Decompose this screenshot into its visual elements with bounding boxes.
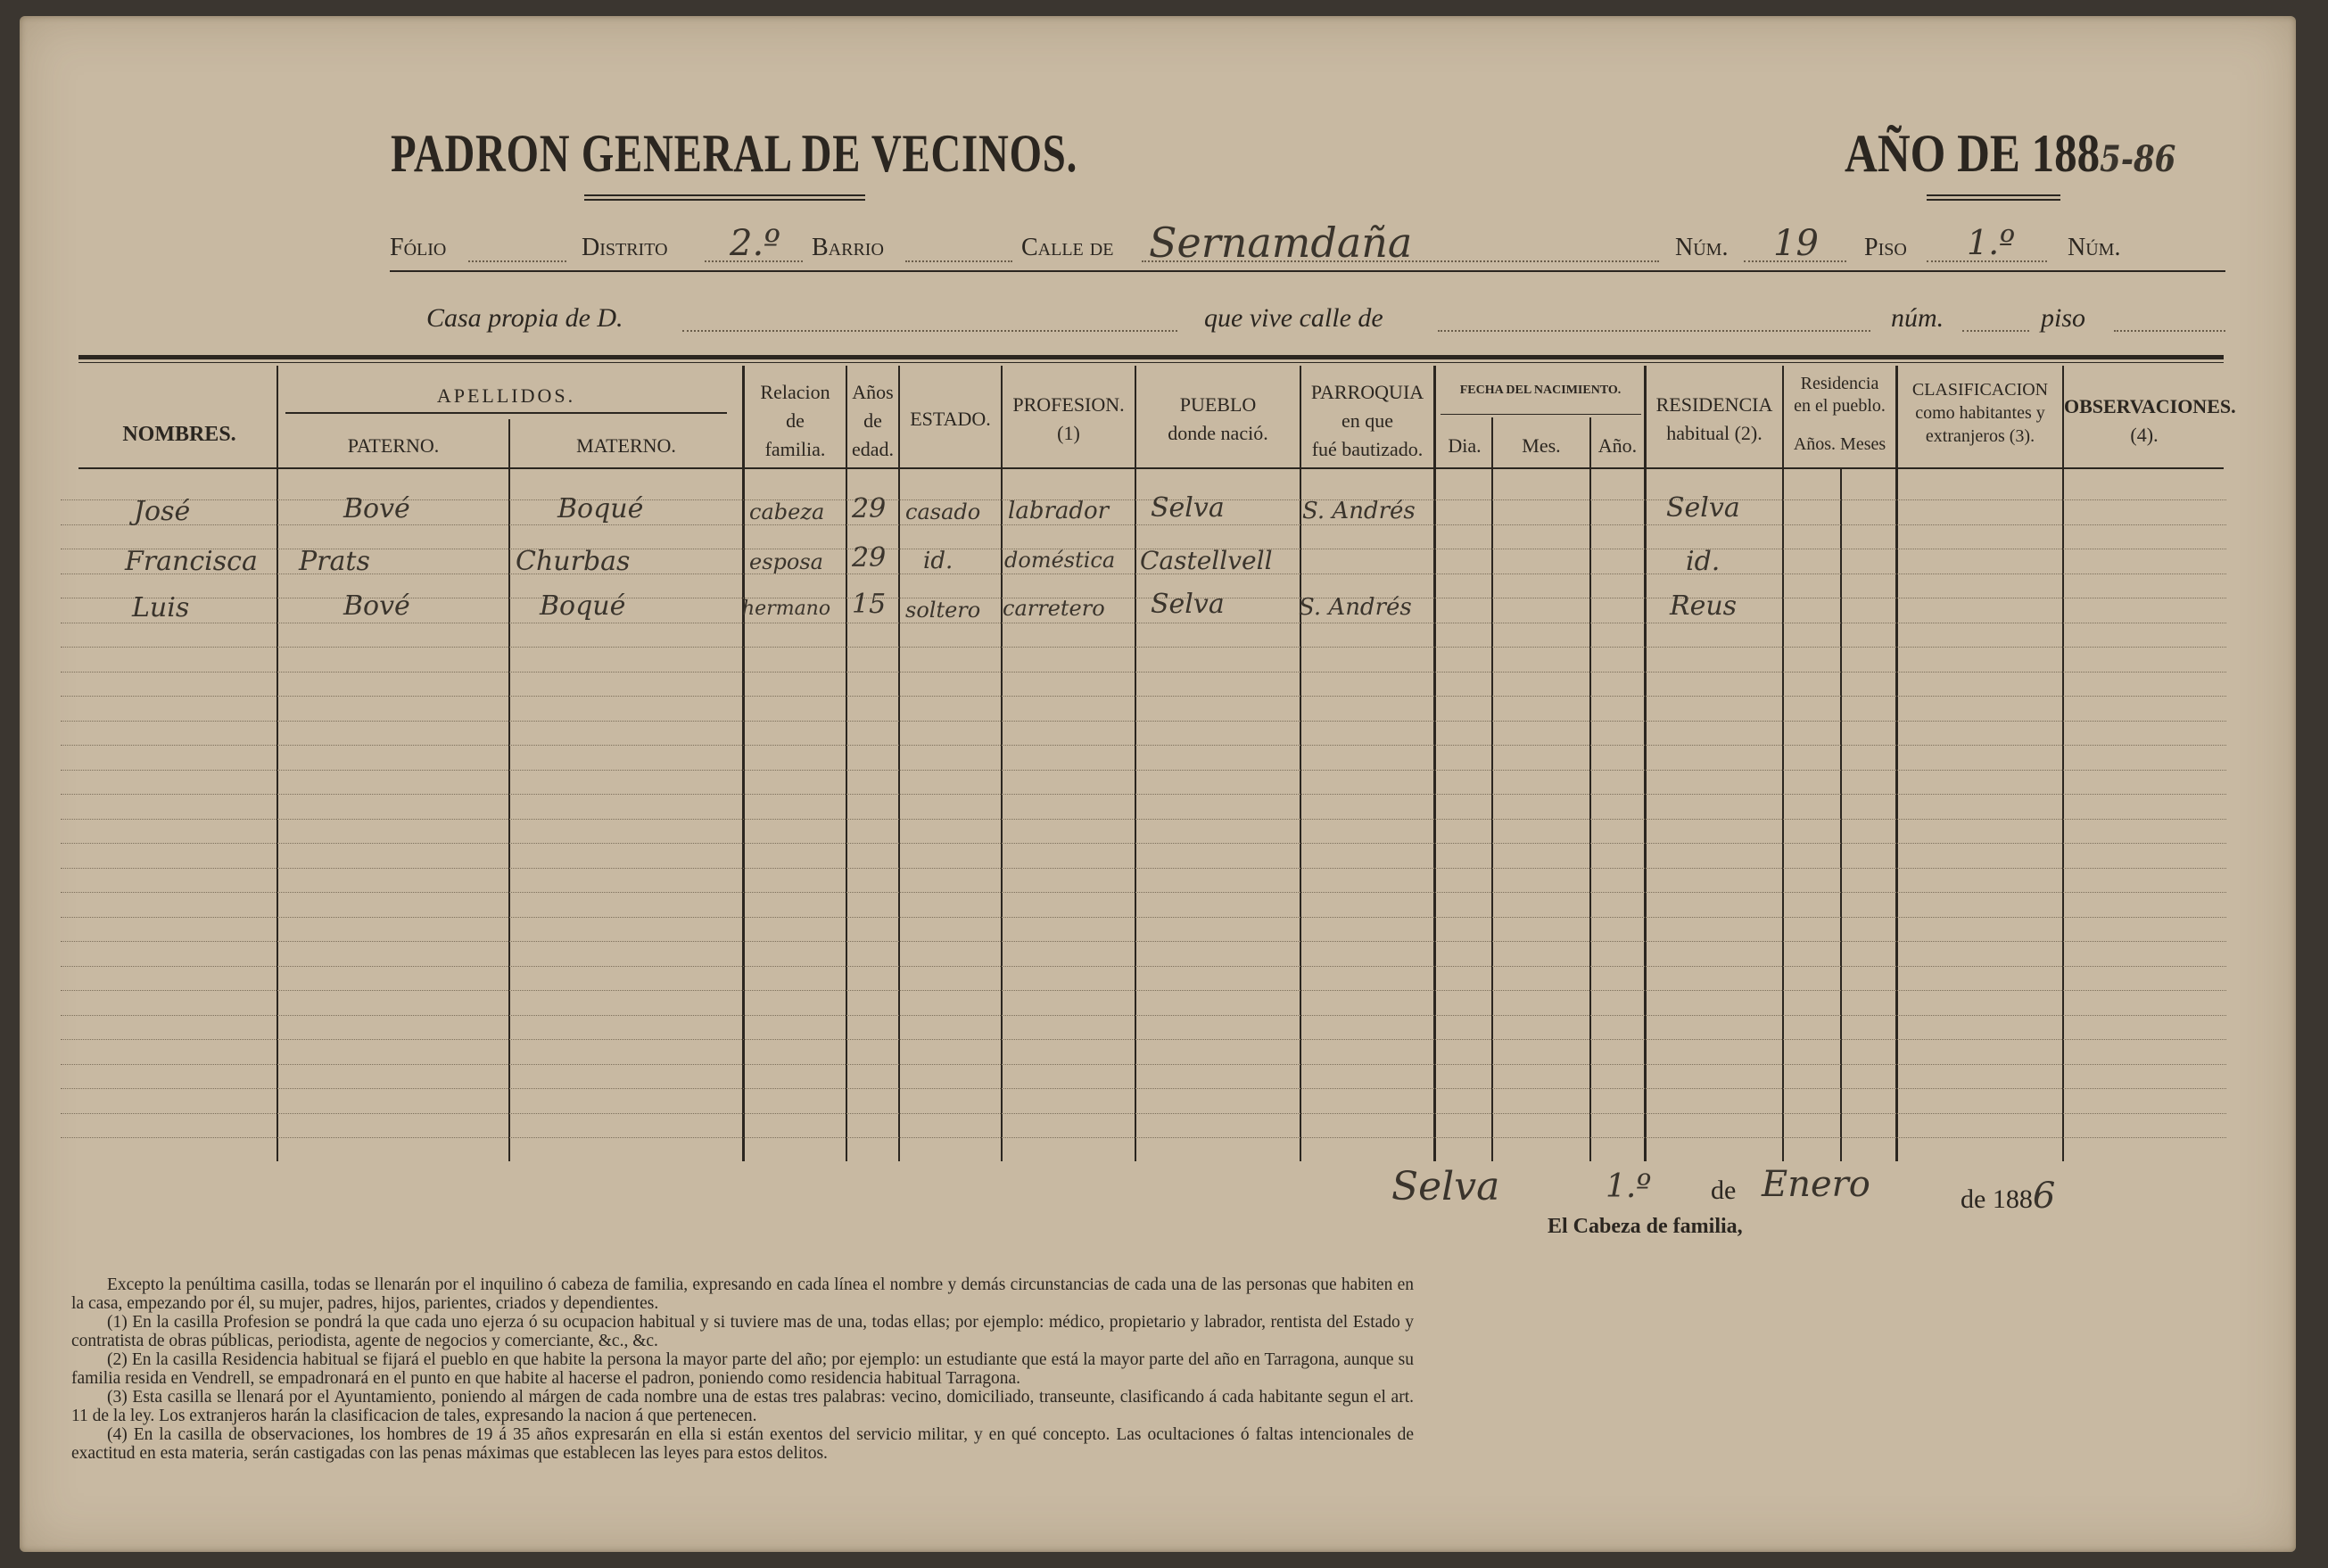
casa-label: Casa propia de D. (426, 303, 623, 333)
row3-profesion: carretero (1003, 596, 1105, 621)
col-anos-meses: Años. Meses (1793, 434, 1886, 454)
col-divider (846, 366, 847, 1161)
col-observaciones: OBSERVACIONES. (4). (2064, 395, 2236, 446)
row-rule (61, 1015, 2226, 1016)
col-fecha: FECHA DEL NACIMIENTO. (1459, 384, 1622, 397)
note-2: (2) En la casilla Residencia habitual se fijará el pueblo en que habite la persona la mayor parte del año; por ejemplo: un estudiante que está la mayor parte del año en Tarragona, aunque su familia resida en Vendrell, se empadronará en el punto en que habite al hacerse el padron, poniendo como residencia habitual Tarragona. (71, 1350, 1414, 1389)
row-rule (61, 868, 2226, 869)
row-rule (61, 1039, 2226, 1040)
table-header-bottom (78, 467, 2224, 469)
num-label: Núm. (1675, 234, 1729, 261)
col-materno: MATERNO. (576, 434, 676, 457)
calle-field (1142, 260, 1659, 262)
row1-pueblo: Selva (1151, 492, 1225, 524)
col-divider (1135, 366, 1136, 1161)
row3-nombre: Luis (132, 592, 190, 623)
cabeza-label: El Cabeza de familia, (1548, 1215, 1743, 1238)
row-rule (61, 745, 2226, 746)
table-top-rule-thin (78, 362, 2224, 363)
col-divider (1782, 366, 1784, 1161)
col-divider (2062, 366, 2064, 1161)
col-divider (1589, 417, 1591, 1161)
row3-paterno: Bové (343, 590, 410, 622)
row3-residencia: Reus (1670, 590, 1738, 622)
col-apellidos: APELLIDOS. (436, 384, 576, 407)
col-profesion: PROFESION. (1) (1012, 393, 1125, 444)
row3-relacion: hermano (742, 598, 831, 620)
row-rule (61, 1137, 2226, 1138)
col-mes: Mes. (1522, 434, 1561, 457)
col-divider (277, 366, 278, 1161)
row-rule (61, 524, 2226, 525)
row-rule (61, 1113, 2226, 1114)
calle-label: Calle de (1021, 234, 1114, 261)
col-dia: Dia. (1448, 434, 1482, 457)
distrito-value: 2.º (730, 223, 780, 264)
row1-residencia: Selva (1666, 492, 1740, 524)
piso-value: 1.º (1967, 223, 2016, 262)
num2-label: Núm. (2068, 234, 2121, 261)
row1-edad: 29 (852, 493, 887, 524)
row-rule (61, 770, 2226, 771)
row-rule (61, 721, 2226, 722)
footer-place: Selva (1391, 1164, 1500, 1209)
row1-nombre: José (134, 496, 191, 527)
distrito-field (705, 260, 803, 262)
col-parroquia: PARROQUIA en que fué bautizado. (1310, 381, 1424, 460)
row2-edad: 29 (852, 542, 887, 574)
row-rule (61, 794, 2226, 795)
row-rule (61, 941, 2226, 942)
row-rule (61, 966, 2226, 967)
col-ano: Año. (1597, 434, 1638, 457)
col-estado: ESTADO. (910, 408, 991, 430)
calle-value: Sernamdaña (1149, 219, 1413, 267)
num-field (1744, 260, 1846, 262)
col-divider (1300, 366, 1301, 1161)
col-divider (742, 366, 745, 1161)
piso2-label: piso (2041, 303, 2086, 333)
row-rule (61, 647, 2226, 648)
footer-de: de (1711, 1176, 1737, 1205)
folio-field (468, 260, 566, 262)
header-rule-1 (390, 270, 2225, 272)
col-divider (1433, 366, 1436, 1161)
casa-field (682, 330, 1177, 332)
col-divider (898, 366, 900, 1161)
row1-materno: Boqué (557, 493, 644, 524)
row2-pueblo: Castellvell (1140, 546, 1273, 575)
col-residencia: RESIDENCIA habitual (2). (1655, 393, 1773, 444)
table-top-rule (78, 355, 2224, 359)
row-rule (61, 672, 2226, 673)
year-label: AÑO DE 1885-86 (1845, 124, 2176, 183)
col-relacion: Relacion de familia. (760, 381, 830, 460)
col-divider (1895, 366, 1898, 1161)
distrito-label: Distrito (582, 234, 668, 261)
num3-field (1962, 330, 2029, 332)
row1-paterno: Bové (343, 493, 410, 524)
col-pueblo: PUEBLO donde nació. (1168, 393, 1268, 444)
row-rule (61, 819, 2226, 820)
row-rule (61, 1088, 2226, 1089)
fecha-rule (1441, 414, 1641, 415)
row2-profesion: doméstica (1004, 548, 1116, 573)
note-4: (4) En la casilla de observaciones, los hombres de 19 á 35 años expresarán en ella si están exentos del servicio militar, y en qué concepto. Las ocultaciones ó faltas intencionales de exactitud en esta materia, serán castigadas con las penas máximas que establecen las leyes para estos delitos. (71, 1425, 1414, 1464)
row3-estado: soltero (905, 598, 981, 623)
col-paterno: PATERNO. (347, 434, 440, 457)
row-rule (61, 892, 2226, 893)
year-rule (1927, 194, 2060, 201)
col-divider (508, 419, 510, 1161)
vive-label: que vive calle de (1204, 303, 1383, 333)
footer-month: Enero (1762, 1164, 1870, 1205)
row2-estado: id. (923, 548, 953, 574)
row-rule (61, 990, 2226, 991)
row3-parroquia: S. Andrés (1299, 594, 1412, 621)
vive-field (1438, 330, 1870, 332)
row1-profesion: labrador (1008, 498, 1110, 524)
num-value: 19 (1773, 223, 1819, 264)
barrio-label: Barrio (812, 234, 884, 261)
row-rule (61, 696, 2226, 697)
row1-relacion: cabeza (749, 499, 825, 524)
row3-edad: 15 (852, 589, 887, 620)
row2-relacion: esposa (749, 549, 823, 574)
row2-paterno: Prats (299, 546, 370, 577)
row-rule (61, 917, 2226, 918)
footer-year: de 1886 (1961, 1176, 2056, 1217)
instructions-notes (71, 1275, 1414, 1463)
row3-materno: Boqué (540, 590, 626, 622)
col-divider (1644, 366, 1647, 1161)
row-rule (61, 843, 2226, 844)
col-nombres: NOMBRES. (122, 423, 236, 446)
barrio-field (905, 260, 1012, 262)
row2-nombre: Francisca (125, 546, 258, 577)
row1-estado: casado (905, 499, 981, 524)
row1-parroquia: S. Andrés (1302, 498, 1416, 524)
col-res-pueblo: Residencia en el pueblo. (1794, 374, 1886, 416)
piso-field (1927, 260, 2047, 262)
form-title: PADRON GENERAL DE VECINOS. (391, 124, 1078, 183)
apellidos-rule (285, 412, 727, 414)
note-1: (1) En la casilla Profesion se pondrá la que cada uno ejerza ó su ocupacion habitual y si tuviere mas de una, todas ellas; por ejemplo: médico, propietario y labrador, rentista del Estado y contratista de obras públicas, periodista, agente de negocios y comerciante, &c., &c. (71, 1313, 1414, 1351)
note-intro: Excepto la penúltima casilla, todas se llenarán por el inquilino ó cabeza de familia, expresando en cada línea el nombre y demás circunstancias de cada una de las personas que habiten en la casa, empezando por él, su mujer, padres, hijos, parientes, criados y dependientes. (71, 1275, 1414, 1314)
row2-materno: Churbas (516, 546, 631, 577)
num3-label: núm. (1891, 303, 1944, 333)
row-rule (61, 1064, 2226, 1065)
note-3: (3) Esta casilla se llenará por el Ayuntamiento, poniendo al márgen de cada nombre una de estas tres palabras: vecino, domiciliado, transeunte, clasificando á cada habitante segun el art. 11 de la ley. Los extranjeros harán la clasificacion de tales, expresando la nacion á que pertenecen. (71, 1388, 1414, 1426)
piso2-field (2114, 330, 2225, 332)
footer-day: 1.º (1606, 1168, 1652, 1205)
col-clasificacion: CLASIFICACION como habitantes y extranjeros (3). (1911, 380, 2049, 446)
col-divider (1491, 417, 1493, 1161)
col-anos: Años de edad. (851, 381, 895, 460)
row2-residencia: id. (1686, 546, 1721, 577)
piso-label: Piso (1864, 234, 1907, 261)
folio-label: Fólio (390, 234, 447, 261)
footer-year-hw: 6 (2032, 1176, 2056, 1217)
col-divider (1001, 366, 1003, 1161)
title-rule (584, 194, 865, 201)
year-handwritten: 5-86 (2100, 138, 2176, 180)
row3-pueblo: Selva (1151, 589, 1225, 620)
